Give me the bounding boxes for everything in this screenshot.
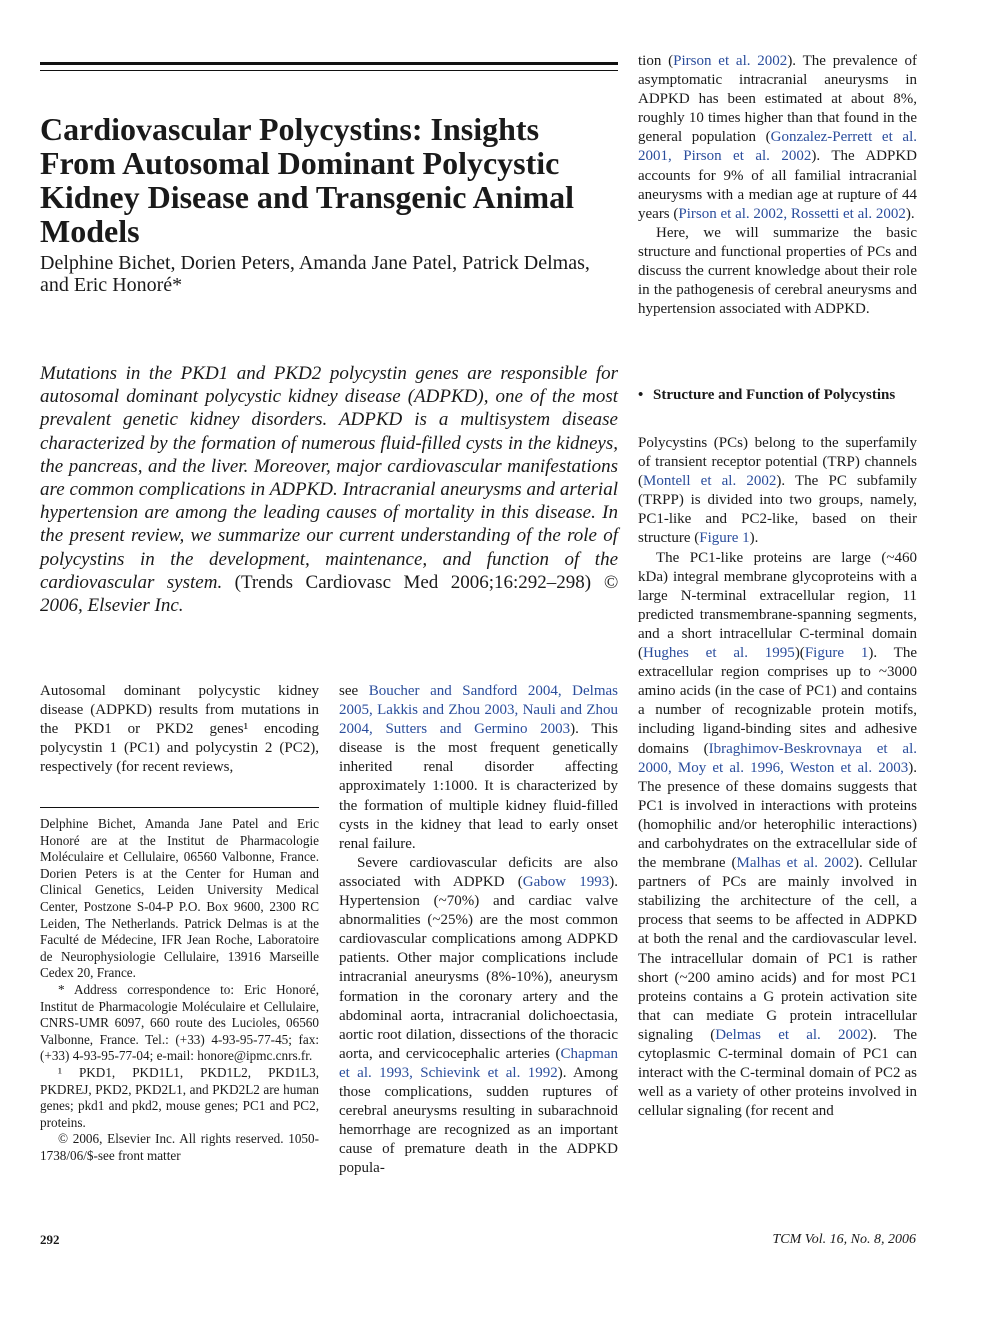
text-run: )( (794, 645, 805, 662)
footnote-affiliation: Delphine Bichet, Amanda Jane Patel and Eric Honoré are at the Institut de Pharmacologie Moléculaire et Cellulaire, 06560 Valbonne, France. Dorien Peters is at the Center for Human and Clinical Genetics, Leiden University Medical Center, Postzone S-04-P P.O. Box 9600, 2300 RC Leiden, The Netherlands. Patrick Delmas is at the Faculté de Médecine, IFR Jean Roche, Laboratoire de Neurophysiologie Cellulaire, 13916 Marseille Cedex 20, France. (40, 816, 319, 981)
text-run: ). The presence of these domains suggests that PC1 is involved in interactions with proteins (homophilic and/or heterophilic interactions) and carbohydrates on the extracellular side of the membrane ( (638, 759, 917, 872)
footnote-copyright: © 2006, Elsevier Inc. All rights reserved. 1050-1738/06/$-see front matter (40, 1131, 319, 1163)
col3-paragraph-2: Here, we will summarize the basic structure and functional properties of PCs and discuss the current knowledge about their role in the pathogenesis of cerebral aneurysms and hypertension associated with ADPKD. (638, 224, 917, 318)
col1-paragraph-1: Autosomal dominant polycystic kidney disease (ADPKD) results from mutations in the PKD1 or PKD2 genes¹ encoding polycystin 1 (PC1) and polycystin 2 (PC2), respectively (for recent reviews, (40, 683, 319, 776)
abstract-citation: (Trends Cardiovasc Med 2006;16:292–298) (234, 571, 592, 593)
col3-paragraph-3 (638, 434, 917, 549)
col2-paragraph-2 (339, 854, 618, 1179)
column-3-bottom (638, 434, 917, 1121)
section-heading-text: Structure and Function of Polycystins (653, 387, 896, 403)
text-run: ). This disease is the most frequent genetically inherited renal disorder affecting approximately 1:1000. It is characterized by the formation of multiple kidney fluid-filled cysts in the kidney that lead to early onset renal failure. (339, 721, 618, 852)
reference-link[interactable]: Malhas et al. 2002 (736, 855, 854, 872)
text-run: ). The prevalence of asymptomatic intracranial aneurysms in ADPKD has been estimated at about 8%, roughly 10 times higher than that found in the general population ( (638, 53, 917, 146)
column-1 (40, 682, 319, 777)
footnote-rule (40, 807, 319, 808)
reference-link[interactable]: Chapman et al. 1993, Schievink et al. 1992 (339, 1045, 618, 1081)
footnote-genes: ¹ PKD1, PKD1L1, PKD1L2, PKD1L3, PKDREJ, PKD2, PKD2L1, and PKD2L2 are human genes; pkd1 and pkd2, mouse genes; PC1 and PC2, proteins. (40, 1064, 319, 1130)
text-run: Severe cardiovascular deficits are also associated with ADPKD ( (339, 854, 618, 890)
figure-link[interactable]: Figure 1 (804, 645, 869, 662)
header-rule-thin (40, 70, 618, 71)
abstract-copyright: © 2006, Elsevier Inc. (40, 571, 619, 617)
reference-link[interactable]: Pirson et al. 2002, Rossetti et al. 2002 (678, 205, 906, 222)
reference-link[interactable]: Hughes et al. 1995 (643, 645, 795, 662)
col3-paragraph-4 (638, 549, 917, 1122)
reference-link[interactable]: Delmas et al. 2002 (715, 1026, 868, 1043)
reference-link[interactable]: Gonzalez-Perrett et al. 2001, Pirson et al. 2002 (638, 129, 917, 165)
text-run: ). The ADPKD accounts for 9% of all familial intracranial aneurysms with a median age at rupture of 44 years ( (638, 148, 917, 222)
section-bullet: • (638, 387, 644, 403)
footnotes (40, 816, 319, 1164)
reference-link[interactable]: Boucher and Sandford 2004, Delmas 2005, Lakkis and Zhou 2003, Nauli and Zhou 2004, Sutters and Germino 2003 (339, 683, 618, 738)
section-heading (638, 385, 917, 405)
header-rule-thick (40, 62, 618, 65)
text-run: Polycystins (PCs) belong to the superfamily of transient receptor potential (TRP) channels ( (638, 435, 917, 490)
text-run: ). The cytoplasmic C-terminal domain of PC1 can interact with the C-terminal domain of PC2 as well as a variety of other proteins involved in cellular signaling (for recent and (638, 1026, 917, 1120)
reference-link[interactable]: Montell et al. 2002 (643, 473, 777, 490)
text-run: ). Among those complications, sudden ruptures of cerebral aneurysms resulting in subarachnoid hemorrhage are recognized as an important cause of premature death in the ADPKD popula- (339, 1064, 618, 1177)
journal-reference: TCM Vol. 16, No. 8, 2006 (772, 1232, 916, 1247)
column-3-top (638, 52, 917, 319)
text-run: The PC1-like proteins are large (~460 kDa) integral membrane glycoproteins with a large N-terminal extracellular region, 11 predicted transmembrane-spanning segments, and a short intracellular C-terminal domain ( (638, 549, 917, 662)
text-run: ). The extracellular region comprises up to ~3000 amino acids (in the case of PC1) and contains a number of recognizable protein motifs, including ligand-binding sites and adhesive domains ( (638, 645, 917, 757)
article-title: Cardiovascular Polycystins: Insights From Autosomal Dominant Polycystic Kidney Disease and Transgenic Animal Models (40, 111, 574, 249)
footnote-correspondence: * Address correspondence to: Eric Honoré, Institut de Pharmacologie Moléculaire et Cellulaire, CNRS-UMR 6097, 660 route des Lucioles, 06560 Valbonne, France. Tel.: (+33) 4-93-95-77-45; fax: (+33) 4-93-95-77-04; e-mail: honore@ipmc.cnrs.fr. (40, 981, 319, 1064)
reference-link[interactable]: Pirson et al. 2002 (673, 53, 788, 69)
text-run: ). The PC subfamily (TRPP) is divided into two groups, namely, PC1-like and PC2-like, based on their structure ( (638, 473, 917, 547)
col2-paragraph-1 (339, 682, 618, 854)
text-run: ). (905, 205, 915, 222)
abstract (40, 362, 618, 617)
text-run: ). Cellular partners of PCs are mainly involved in stabilizing the architecture of the cell, a process that seems to be affected in ADPKD at both the renal and the cardiovascular level. The intracellular domain of PC1 is rather short (~200 amino acids) and for most PC1 proteins contains a G protein activation site that can mediate G protein intracellular signaling ( (638, 855, 918, 1043)
reference-link[interactable]: Ibraghimov-Beskrovnaya et al. 2000, Moy et al. 1996, Weston et al. 2003 (638, 740, 917, 776)
reference-link[interactable]: Gabow 1993 (522, 873, 610, 890)
text-run: ). (749, 530, 759, 547)
col3-paragraph-1 (638, 52, 917, 224)
page-number: 292 (40, 1232, 60, 1247)
figure-link[interactable]: Figure 1 (699, 530, 750, 547)
text-run: ). Hypertension (~70%) and cardiac valve abnormalities (~25%) are the most common cardiovascular complications among ADPKD patients. Other major complications include intracranial aneurysms (8%-10%), aneurysm formation in the coronary artery and the abdominal aorta, intracranial dolichoectasia, aortic root dilation, dissections of the thoracic aorta, and cervicocephalic arteries ( (339, 873, 618, 1062)
text-run: tion ( (638, 53, 674, 69)
article-authors: Delphine Bichet, Dorien Peters, Amanda Jane Patel, Patrick Delmas, and Eric Honoré* (40, 252, 590, 296)
abstract-body: Mutations in the PKD1 and PKD2 polycystin genes are responsible for autosomal dominant polycystic kidney disease (ADPKD), one of the most prevalent genetic kidney disorders. ADPKD is a multisystem disease characterized by the formation of numerous fluid-filled cysts in the kidneys, the pancreas, and the liver. Moreover, major cardiovascular manifestations are common complications in ADPKD. Intracranial aneurysms and arterial hypertension are among the leading causes of mortality in this disease. In the present review, we summarize our current understanding of the role of polycystins in the development, maintenance, and function of the cardiovascular system. (40, 363, 618, 593)
column-2 (339, 682, 618, 1178)
text-run: see (339, 683, 369, 699)
